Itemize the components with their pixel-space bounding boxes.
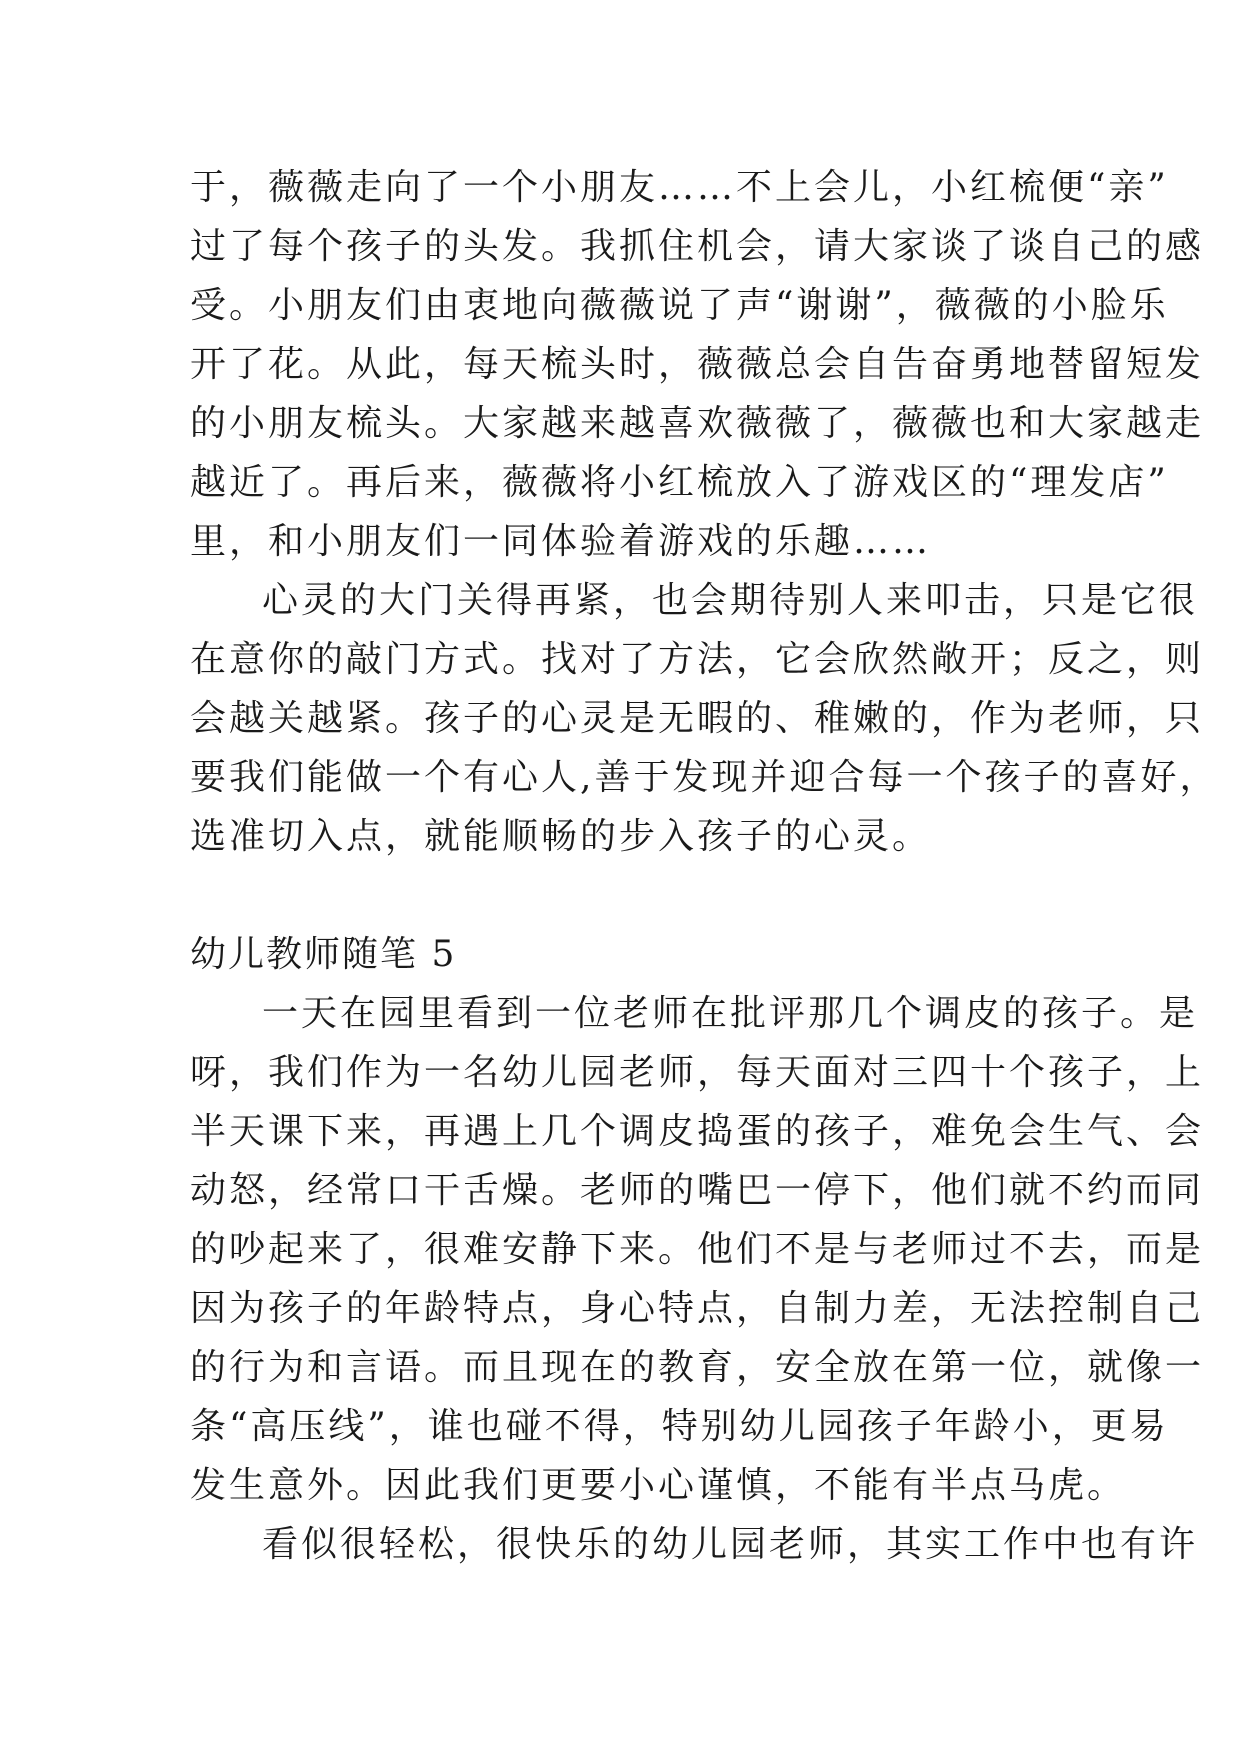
text-line: 发生意外。因此我们更要小心谨慎，不能有半点马虎。 <box>190 1465 1127 1506</box>
text-line: 的吵起来了，很难安静下来。他们不是与老师过不去，而是 <box>190 1229 1205 1270</box>
text-line: 受。小朋友们由衷地向薇薇说了声“谢谢”，薇薇的小脸乐 <box>190 285 1169 326</box>
text-line: 因为孩子的年龄特点，身心特点，自制力差，无法控制自己 <box>190 1288 1205 1329</box>
text-line: 动怒，经常口干舌燥。老师的嘴巴一停下，他们就不约而同 <box>190 1170 1205 1211</box>
text-line: 过了每个孩子的头发。我抓住机会，请大家谈了谈自己的感 <box>190 226 1205 267</box>
text-line: 要我们能做一个有心人,善于发现并迎合每一个孩子的喜好， <box>190 757 1219 798</box>
paragraph <box>190 984 1205 1515</box>
text-line: 心灵的大门关得再紧，也会期待别人来叩击，只是它很 <box>262 580 1199 621</box>
blank-line <box>190 866 1055 925</box>
paragraph-continued <box>190 158 1205 571</box>
text-line: 看似很轻松，很快乐的幼儿园老师，其实工作中也有许 <box>262 1524 1199 1565</box>
text-line: 越近了。再后来，薇薇将小红梳放入了游戏区的“理发店” <box>190 462 1169 503</box>
text-line: 会越关越紧。孩子的心灵是无暇的、稚嫩的，作为老师，只 <box>190 698 1205 739</box>
document-body <box>190 158 1219 1574</box>
text-line: 在意你的敲门方式。找对了方法，它会欣然敞开；反之，则 <box>190 639 1205 680</box>
text-line: 于，薇薇走向了一个小朋友……不上会儿，小红梳便“亲” <box>190 167 1169 208</box>
text-line: 开了花。从此，每天梳头时，薇薇总会自告奋勇地替留短发 <box>190 344 1205 385</box>
section-title: 幼儿教师随笔 5 <box>190 934 457 975</box>
text-line: 的行为和言语。而且现在的教育，安全放在第一位，就像一 <box>190 1347 1205 1388</box>
text-line: 一天在园里看到一位老师在批评那几个调皮的孩子。是 <box>262 993 1199 1034</box>
text-line: 半天课下来，再遇上几个调皮捣蛋的孩子，难免会生气、会 <box>190 1111 1205 1152</box>
text-line: 的小朋友梳头。大家越来越喜欢薇薇了，薇薇也和大家越走 <box>190 403 1205 444</box>
paragraph <box>190 1515 1199 1574</box>
text-line: 呀，我们作为一名幼儿园老师，每天面对三四十个孩子，上 <box>190 1052 1205 1093</box>
text-line: 选准切入点，就能顺畅的步入孩子的心灵。 <box>190 816 932 857</box>
paragraph <box>190 571 1219 866</box>
text-line: 里，和小朋友们一同体验着游戏的乐趣…… <box>190 521 932 562</box>
text-line: 条“高压线”，谁也碰不得，特别幼儿园孩子年龄小，更易 <box>190 1406 1169 1447</box>
